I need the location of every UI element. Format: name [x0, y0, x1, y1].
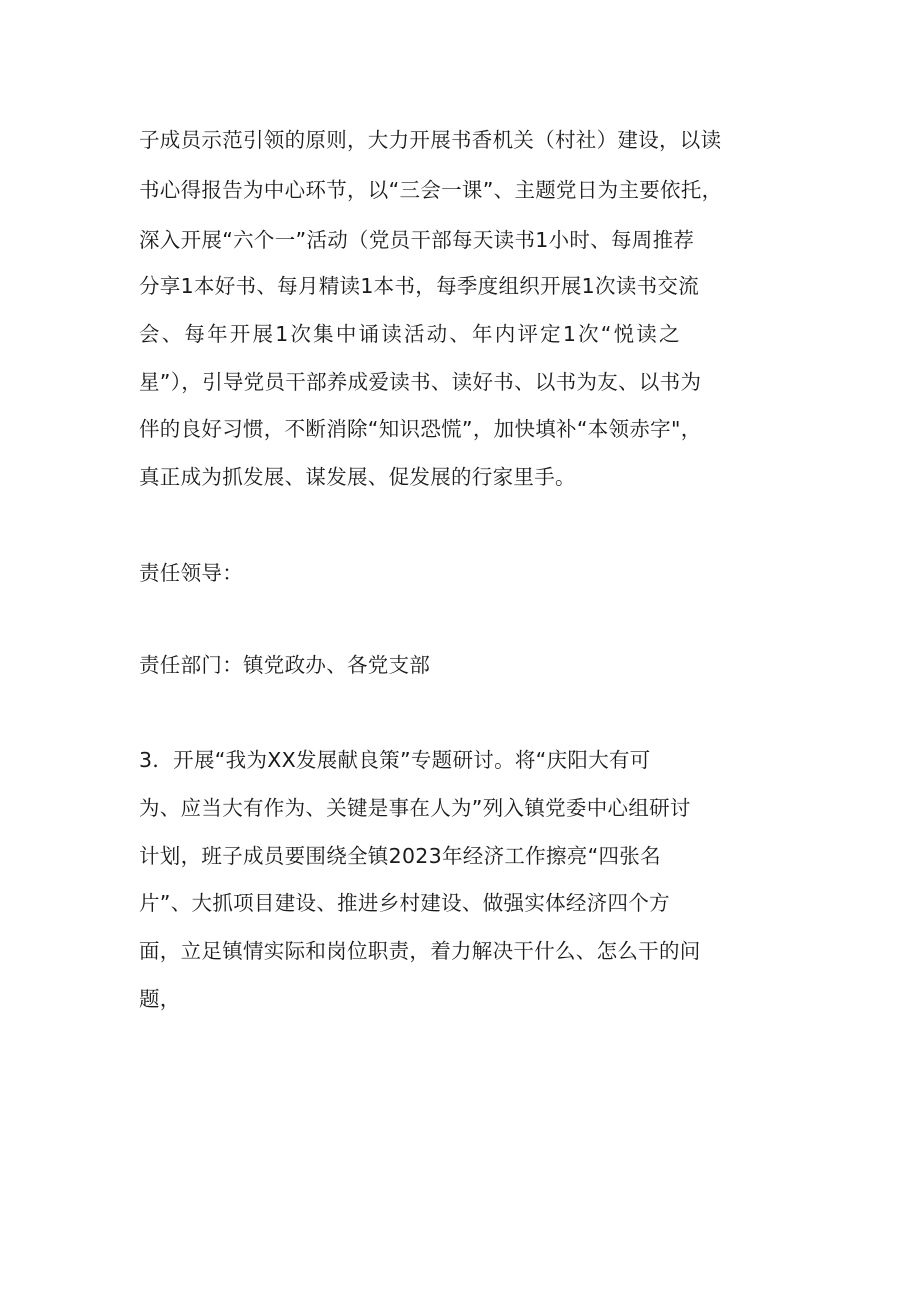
- paragraph1-line-7: 伴的良好习惯，不断消除“知识恐慌”，加快填补“本领赤字"，: [139, 417, 702, 441]
- paragraph1-line-3: 深入开展“六个一”活动（党员干部每天读书1小时、每周推荐: [139, 228, 695, 252]
- paragraph2-line-1: 3．开展“我为XX发展献良策”专题研讨。将“庆阳大有可: [139, 748, 651, 772]
- paragraph2-line-2: 为、应当大有作为、关键是事在人为”列入镇党委中心组研讨: [139, 796, 691, 820]
- responsible-department: 责任部门：镇党政办、各党支部: [139, 653, 431, 677]
- paragraph1-line-8: 真正成为抓发展、谋发展、促发展的行家里手。: [139, 465, 576, 489]
- paragraph2-line-5: 面，立足镇情实际和岗位职责，着力解决干什么、怎么干的问: [139, 939, 701, 963]
- responsible-leader: 责任领导：: [139, 561, 243, 585]
- paragraph1-line-5: 会、每年开展1次集中诵读活动、年内评定1次“悦读之: [139, 322, 682, 346]
- paragraph2-line-6: 题，: [139, 987, 181, 1011]
- paragraph1-line-4: 分享1本好书、每月精读1本书，每季度组织开展1次读书交流: [139, 274, 700, 298]
- paragraph2-line-4: 片”、大抓项目建设、推进乡村建设、做强实体经济四个方: [139, 891, 670, 915]
- paragraph1-line-1: 子成员示范引领的原则，大力开展书香机关（村社）建设，以读: [139, 128, 722, 152]
- paragraph1-line-2: 书心得报告为中心环节，以“三会一课”、主题党日为主要依托，: [139, 178, 723, 202]
- paragraph1-line-6: 星”），引导党员干部养成爱读书、读好书、以书为友、以书为: [139, 370, 702, 394]
- paragraph2-line-3: 计划，班子成员要围绕全镇2023年经济工作擦亮“四张名: [139, 844, 661, 868]
